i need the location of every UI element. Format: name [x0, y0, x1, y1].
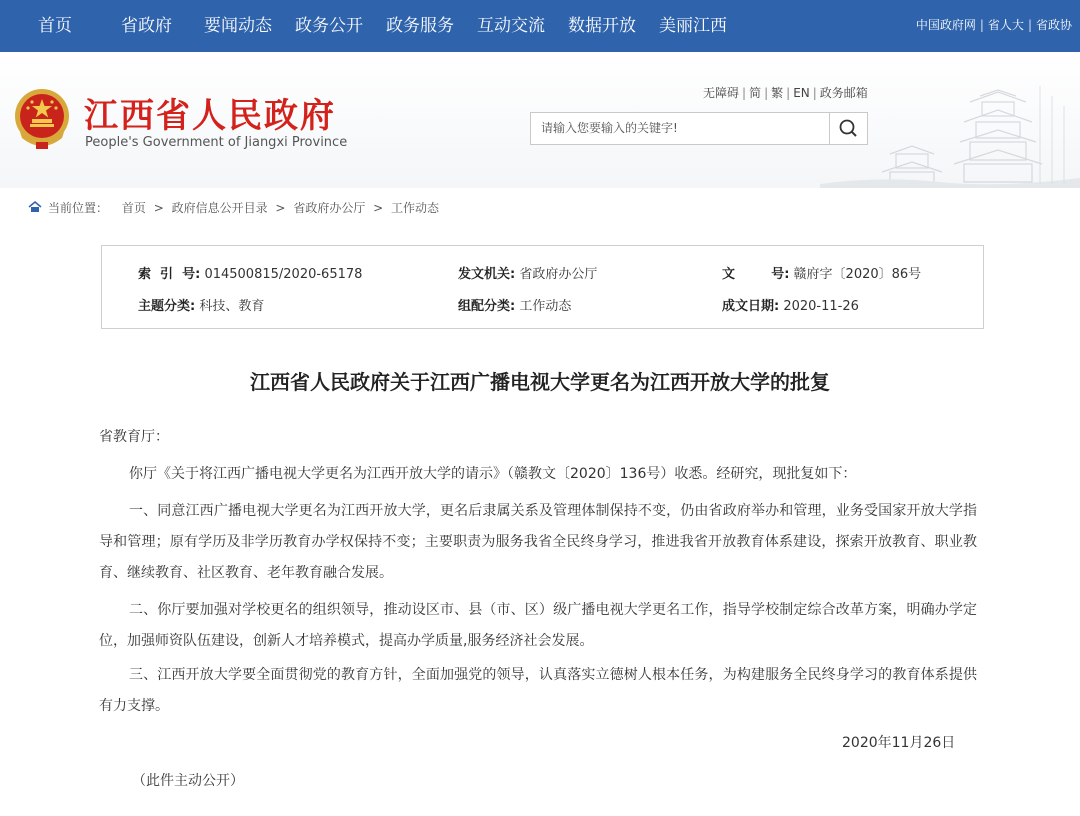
writing-date-value: 2020-11-26: [783, 299, 859, 314]
assignment-category-value: 工作动态: [519, 299, 572, 314]
article-paragraph: 一、同意江西广播电视大学更名为江西开放大学，更名后隶属关系及管理体制保持不变，仍由省政府举办和管理，业务受国家开放大学指导和管理；原有学历及非学历教育办学权保持不变；主要职责为服务我省全民终身学习，推进我省开放教育体系建设，探索开放教育、职业教育、继续教育、社区教育、老年教育融合发展。: [99, 503, 977, 581]
document-info-table: [101, 245, 984, 329]
link-government-email[interactable]: 政务邮箱: [819, 86, 868, 100]
nav-item-news[interactable]: 要闻动态: [204, 16, 272, 36]
document-number: [722, 263, 921, 282]
document-number-value: 赣府字〔2020〕86号: [793, 267, 922, 282]
site-title-en: People's Government of Jiangxi Province: [85, 135, 348, 150]
breadcrumb-label: 当前位置：: [48, 201, 109, 215]
breadcrumb: [28, 199, 439, 216]
index-number-value: 014500815/2020-65178: [204, 267, 363, 282]
writing-date-label: 成文日期:: [722, 299, 780, 314]
article-paragraph: 二、你厅要加强对学校更名的组织领导，推动设区市、县（市、区）级广播电视大学更名工作，指导学校制定综合改革方案，明确办学定位，加强师资队伍建设，创新人才培养模式，提高办学质量,服务经济社会发展。: [99, 602, 977, 649]
home-icon: [28, 201, 42, 213]
article-paragraph: 你厅《关于将江西广播电视大学更名为江西开放大学的请示》（赣教文〔2020〕136号）收悉。经研究，现批复如下：: [129, 466, 857, 482]
link-provincial-congress[interactable]: 省人大: [987, 18, 1024, 32]
nav-item-open-data[interactable]: 数据开放: [568, 16, 636, 36]
separator: |: [812, 86, 817, 100]
breadcrumb-item-general-office[interactable]: 省政府办公厅: [293, 201, 366, 215]
site-title-cn[interactable]: 江西省人民政府: [84, 96, 336, 136]
separator: |: [742, 86, 747, 100]
issuing-authority-label: 发文机关:: [458, 267, 516, 282]
separator: |: [786, 86, 791, 100]
top-navigation-bar: [0, 0, 1080, 52]
link-provincial-cppcc[interactable]: 省政协: [1035, 18, 1072, 32]
site-header: [0, 52, 1080, 188]
article-salutation: 省教育厅：: [99, 429, 169, 445]
breadcrumb-separator: >: [373, 201, 384, 215]
search-box: [530, 112, 868, 145]
separator: |: [1027, 18, 1032, 32]
index-number-label: 索 引 号:: [138, 267, 201, 282]
nav-item-government-services[interactable]: 政务服务: [386, 16, 454, 36]
topic-category: [138, 295, 264, 314]
writing-date: [722, 295, 859, 314]
nav-item-government-affairs-disclosure[interactable]: 政务公开: [295, 16, 363, 36]
search-input[interactable]: [531, 113, 837, 142]
issuing-authority: [458, 263, 597, 282]
nav-item-interaction[interactable]: 互动交流: [477, 16, 545, 36]
disclosure-note: （此件主动公开）: [132, 773, 244, 789]
issuing-authority-value: 省政府办公厅: [519, 267, 598, 282]
breadcrumb-item-disclosure-catalog[interactable]: 政府信息公开目录: [171, 201, 268, 215]
separator: |: [764, 86, 769, 100]
article-paragraph: 三、江西开放大学要全面贯彻党的教育方针，全面加强党的领导，认真落实立德树人根本任务，为构建服务全民终身学习的教育体系提供有力支撑。: [99, 667, 977, 714]
breadcrumb-item-home[interactable]: 首页: [121, 201, 146, 215]
national-emblem-icon: [12, 86, 72, 152]
link-english[interactable]: EN: [793, 86, 810, 100]
link-traditional[interactable]: 繁: [771, 86, 784, 100]
article-title: 江西省人民政府关于江西广播电视大学更名为江西开放大学的批复: [250, 370, 830, 394]
link-china-gov[interactable]: 中国政府网: [915, 18, 976, 32]
pavilion-illustration: [820, 66, 1080, 188]
index-number: [138, 263, 362, 282]
breadcrumb-item-work-news[interactable]: 工作动态: [391, 201, 440, 215]
top-external-links: [916, 0, 1072, 52]
separator: |: [979, 18, 984, 32]
breadcrumb-separator: >: [275, 201, 286, 215]
topic-category-label: 主题分类:: [138, 299, 196, 314]
article-date: 2020年11月26日: [842, 735, 956, 751]
assignment-category: [458, 295, 571, 314]
nav-item-provincial-government[interactable]: 省政府: [121, 16, 172, 36]
link-simplified[interactable]: 简: [749, 86, 762, 100]
assignment-category-label: 组配分类:: [458, 299, 516, 314]
breadcrumb-separator: >: [153, 201, 164, 215]
topic-category-value: 科技、教育: [199, 299, 265, 314]
link-accessibility[interactable]: 无障碍: [703, 86, 740, 100]
nav-item-beautiful-jiangxi[interactable]: 美丽江西: [659, 16, 727, 36]
nav-item-home[interactable]: 首页: [38, 16, 72, 36]
document-number-label: 文 号:: [722, 267, 790, 282]
